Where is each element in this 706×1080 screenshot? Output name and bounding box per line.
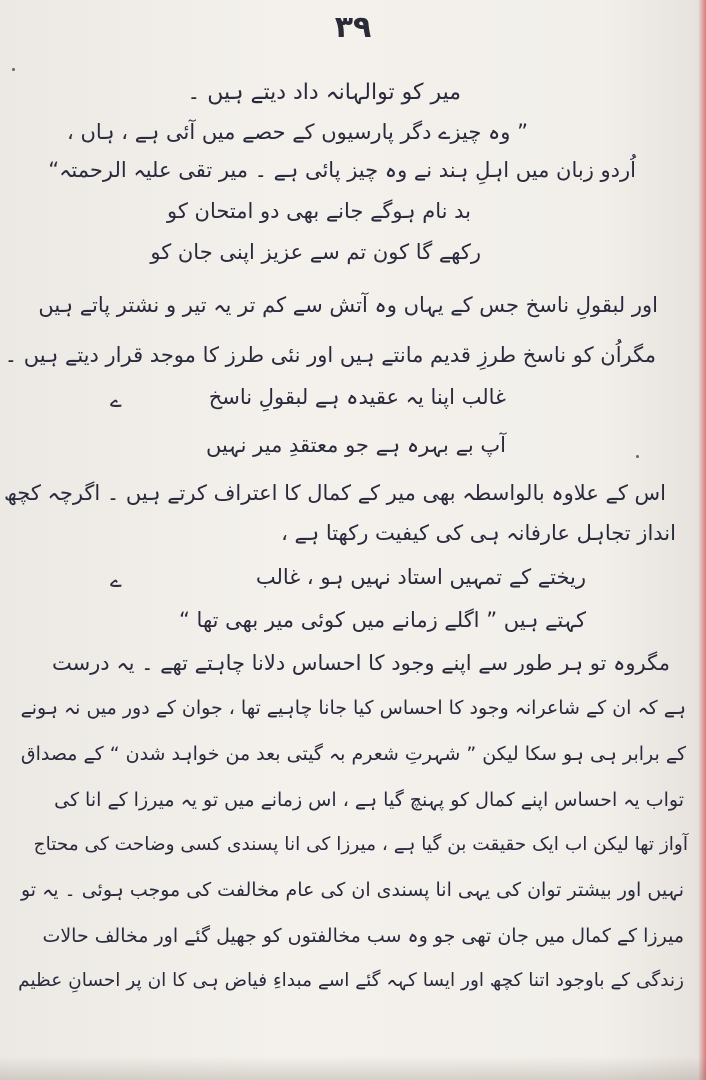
text-line-6: اور لبقولِ ناسخ جس کے یہاں وہ آتش سے کم تر یہ تیر و نشتر پاتے ہیں [38,293,658,317]
text-line-10: اس کے علاوہ بالواسطہ بھی میر کے کمال کا اعتراف کرتے ہیں ۔ اگرچہ کچھ [4,481,666,505]
text-line-9: آپ بے بہرہ ہے جو معتقدِ میر نہیں [206,433,506,457]
text-line-17: تواب یہ احساس اپنے کمال کو پہنچ گیا ہے ، اس زمانے میں تو یہ میرزا کے انا کی [54,789,684,811]
text-line-8: غالب اپنا یہ عقیدہ ہے لبقولِ ناسخ [208,385,506,409]
text-line-20: میرزا کے کمال میں جان تھی جو وہ سب مخالفتوں کو جھیل گئے اور مخالف حالات [42,925,684,947]
text-line-13: کہتے ہیں ” اگلے زمانے میں کوئی میر بھی تھا “ [179,608,586,632]
page-number: ۳۹ [334,10,372,45]
text-line-18: آواز تھا لیکن اب ایک حقیقت بن گیا ہے ، میرزا کی انا پسندی کسی وضاحت کی محتاج [33,834,688,855]
verse-mark-1: ے [110,388,122,412]
text-line-1: میر کو توالہانہ داد دیتے ہیں ۔ [187,80,461,105]
text-line-14: مگروہ تو ہر طور سے اپنے وجود کا احساس دلانا چاہتے تھے ۔ یہ درست [51,651,670,675]
verse-mark-2: ے [110,568,122,592]
text-line-15: ہے کہ ان کے شاعرانہ وجود کا احساس کیا جانا چاہیے تھا ، جوان کے دور میں نہ ہونے [20,697,686,719]
text-line-16: کے برابر ہی ہو سکا لیکن ” شہرتِ شعرم بہ گیتی بعد من خواہد شدن “ کے مصداق [20,743,686,765]
text-line-4: بد نام ہوگے جانے بھی دو امتحان کو [167,199,471,223]
text-line-7: مگراُن کو ناسخ طرزِ قدیم مانتے ہیں اور نئی طرز کا موجد قرار دیتے ہیں ۔ [4,343,656,367]
text-line-11: انداز تجاہل عارفانہ ہی کی کیفیت رکھتا ہے ، [281,521,676,545]
text-line-2: ” وہ چیزے دگر پارسیوں کے حصے میں آئی ہے ، ہاں ، [66,120,528,144]
ink-speck [636,455,639,458]
ink-speck [12,68,15,71]
text-line-21: زندگی کے باوجود اتنا کچھ اور ایسا کہہ گئے اسے مبداءِ فیاض ہی کا ان پر احسانِ عظیم [18,970,684,991]
text-line-3: اُردو زبان میں اہلِ ہند نے وہ چیز پائی ہے ۔ میر تقی علیہ الرحمتہ“ [48,158,636,182]
text-line-5: رکھے گا کون تم سے عزیز اپنی جان کو [150,240,481,264]
text-line-12: ریختے کے تمہیں استاد نہیں ہو ، غالب [255,565,586,589]
text-line-19: نہیں اور بیشتر توان کی یہی انا پسندی ان کی عام مخالفت کی موجب ہوئی ۔ یہ تو [20,879,684,901]
